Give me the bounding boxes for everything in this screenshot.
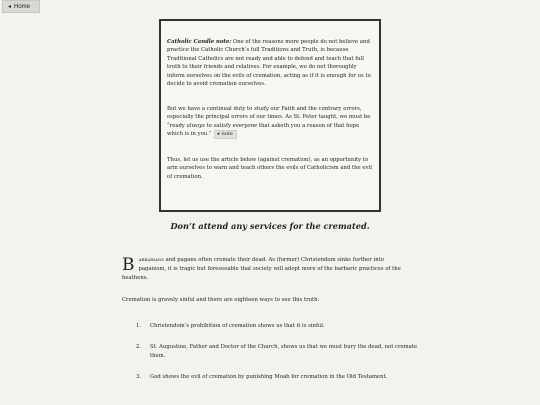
home-button[interactable] (2, 0, 40, 13)
note-lead: Catholic Candle note: (167, 39, 232, 45)
list-item: 2. St. Augustine, Father and Doctor of the Church, shows us that we must bury the dead, not cremate them. (135, 344, 418, 359)
article-heading: Don’t attend any services for the cremated. (170, 221, 370, 231)
note-paragraph-1: Catholic Candle note: One of the reasons more people do not believe and practice the Catholic Church’s full Traditions and Truth, is because Traditional Catholics are not ready and able to defend and teach that full truth to their friends and relatives. For example, we do not thoroughly inform ourselves on the evils of cremation, acting as if it is enough for us to decide to avoid cremation ourselves. (167, 39, 371, 88)
editor-note-box (159, 19, 381, 212)
list-item: 3. God shows the evil of cremation by punishing Moab for cremation in the Old Testament. (135, 374, 388, 380)
footnote-button[interactable]: ▸ note (214, 130, 237, 139)
back-arrow-icon: ◂ (8, 4, 12, 10)
list-intro: Cremation is gravely sinful and there are eighteen ways to see this truth: (122, 297, 320, 303)
note-paragraph-3: Thus, let us use the article below (against cremation), as an opportunity to arm ourselves to warn and teach others the evils of Catholicism and the evil of cremation. (167, 156, 372, 180)
drop-cap: B (122, 255, 135, 275)
intro-paragraph: Barbarians and pagans often cremate their dead. As (former) Christendom sinks further into paganism, it is tragic but foreseeable that society will adopt more of the barbaric practices of the heathens. (122, 255, 401, 281)
home-label: Home (14, 3, 31, 10)
reasons-list (122, 322, 422, 394)
list-item: 1. Christendom’s prohibition of cremation shows us that it is sinful. (135, 323, 325, 329)
note-paragraph-2: But we have a continual duty to study our Faith and the contrary errors, especially the principal errors of our times. As St. Peter taught, we must be “ready always to satisfy everyone that asketh you a reason of that hope which is in you.” ▸ note (167, 106, 371, 138)
